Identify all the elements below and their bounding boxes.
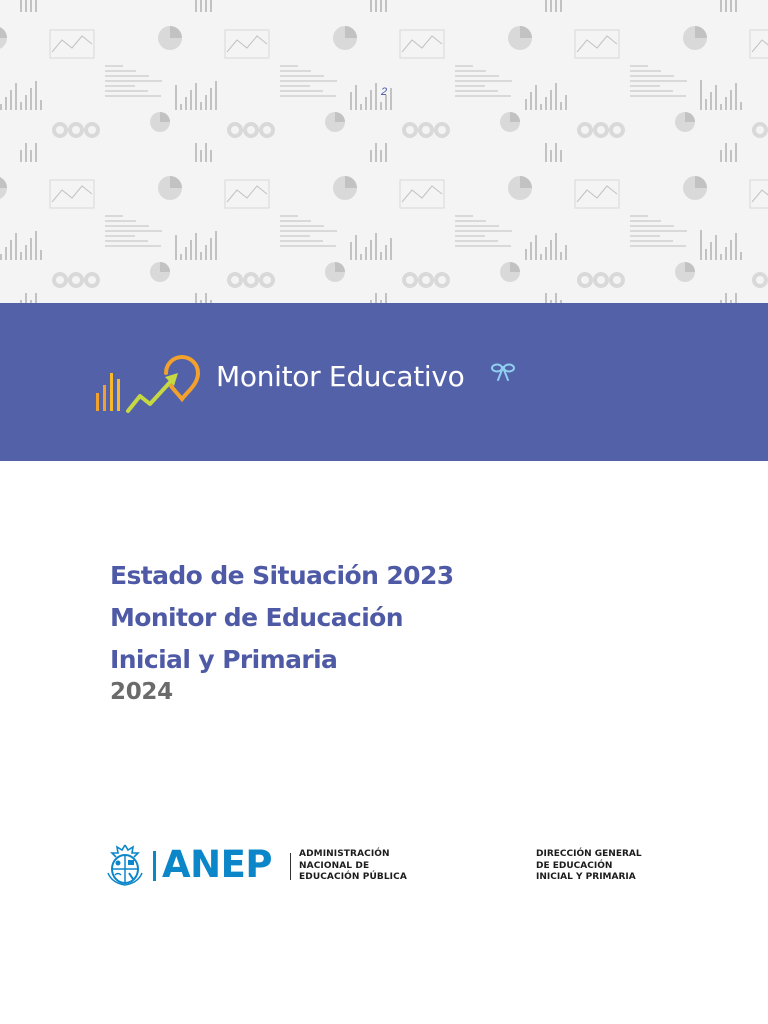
dgeip-line: DE EDUCACIÓN bbox=[536, 860, 613, 871]
title-line-1: Estado de Situación 2023 bbox=[110, 561, 454, 590]
dgeip-logo-text bbox=[536, 849, 666, 884]
chart-pattern-graphic bbox=[0, 0, 768, 303]
monitor-educativo-logo-text: Monitor Educativo bbox=[216, 360, 465, 393]
anep-subtitle-line: NACIONAL DE bbox=[299, 860, 370, 871]
anep-wordmark: ANEP bbox=[162, 843, 272, 886]
title-line-3: Inicial y Primaria bbox=[110, 645, 338, 674]
anep-subtitle bbox=[299, 849, 429, 884]
report-year: 2024 bbox=[110, 679, 173, 705]
uruguay-coat-of-arms-icon bbox=[104, 843, 146, 887]
anep-subtitle-line: ADMINISTRACIÓN bbox=[299, 849, 390, 859]
page-number: 2 bbox=[380, 86, 388, 98]
title-line-2: Monitor de Educación bbox=[110, 603, 403, 632]
bar-chart-arrow-pin-icon bbox=[94, 353, 214, 415]
decorative-chart-pattern bbox=[0, 0, 768, 303]
anep-divider-line bbox=[290, 853, 291, 880]
header-banner bbox=[0, 303, 768, 461]
dgeip-line: DIRECCIÓN GENERAL bbox=[536, 849, 642, 859]
dgeip-line: INICIAL Y PRIMARIA bbox=[536, 872, 636, 882]
anep-subtitle-line: EDUCACIÓN PÚBLICA bbox=[299, 872, 407, 882]
report-title bbox=[110, 555, 454, 705]
anep-divider-bar bbox=[153, 851, 156, 881]
ribbon-icon bbox=[491, 362, 515, 386]
